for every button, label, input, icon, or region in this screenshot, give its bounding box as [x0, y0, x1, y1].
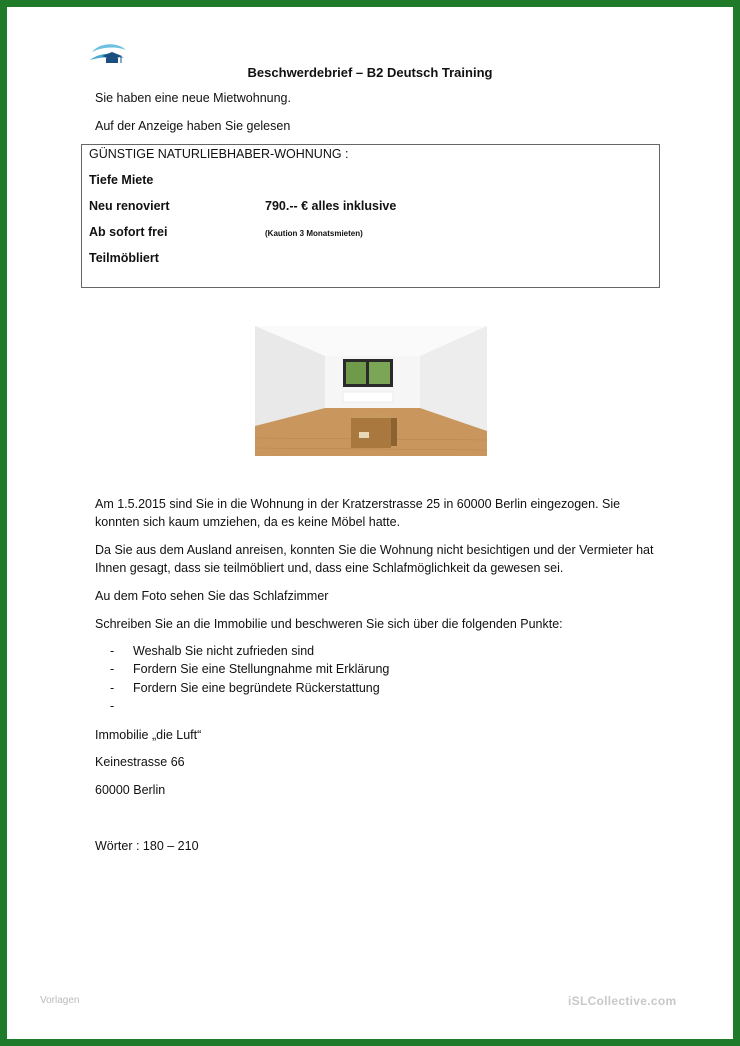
footer-left-text: Vorlagen [40, 995, 80, 1006]
document-page [7, 7, 733, 1039]
body-paragraph-1-line-1: Am 1.5.2015 sind Sie in die Wohnung in der Kratzerstrasse 25 in 60000 Berlin eingezogen. Sie [95, 497, 621, 511]
ad-row-label: Teilmöbliert [89, 251, 159, 265]
body-paragraph-2-line-2: Ihnen gesagt, dass sie teilmöbliert und, dass eine Schlafmöglichkeit da gewesen sei. [95, 561, 564, 575]
task-list [110, 642, 389, 715]
empty-room-photo [255, 326, 487, 456]
list-item: - Fordern Sie eine Stellungnahme mit Erklärung [110, 662, 390, 677]
ad-row-value: 790.-- € alles inklusive [265, 199, 397, 213]
advertisement-box [81, 144, 660, 288]
body-paragraph-4: Schreiben Sie an die Immobilie und beschweren Sie sich über die folgenden Punkte: [95, 617, 563, 631]
footer-watermark: iSLCollective.com [568, 994, 677, 1008]
ad-row-label: Tiefe Miete [89, 173, 154, 187]
body-paragraph-2-line-1: Da Sie aus dem Ausland anreisen, konnten Sie die Wohnung nicht besichtigen und der Vermieter hat [95, 543, 654, 557]
page-title: Beschwerdebrief – B2 Deutsch Training [247, 65, 493, 80]
address-street: Keinestrasse 66 [95, 755, 185, 769]
intro-line-2: Auf der Anzeige haben Sie gelesen [95, 119, 291, 133]
ad-row-label: Ab sofort frei [89, 225, 168, 239]
body-paragraph-3: Au dem Foto sehen Sie das Schlafzimmer [95, 589, 329, 603]
body-paragraph-1-line-2: konnten sich kaum umziehen, da es keine Möbel hatte. [95, 515, 401, 529]
ad-headline: GÜNSTIGE NATURLIEBHABER-WOHNUNG : [89, 147, 349, 161]
address-city: 60000 Berlin [95, 783, 166, 797]
list-item: - Weshalb Sie nicht zufrieden sind [110, 644, 315, 658]
list-item: - [110, 698, 115, 713]
ad-row-label: Neu renoviert [89, 199, 170, 213]
list-item: - Fordern Sie eine begründete Rückerstattung [110, 680, 380, 695]
address-name: Immobilie „die Luft“ [95, 728, 202, 742]
intro-line-1: Sie haben eine neue Mietwohnung. [95, 91, 291, 105]
ad-row-note: (Kaution 3 Monatsmieten) [265, 229, 363, 238]
word-count: Wörter : 180 – 210 [95, 839, 199, 853]
